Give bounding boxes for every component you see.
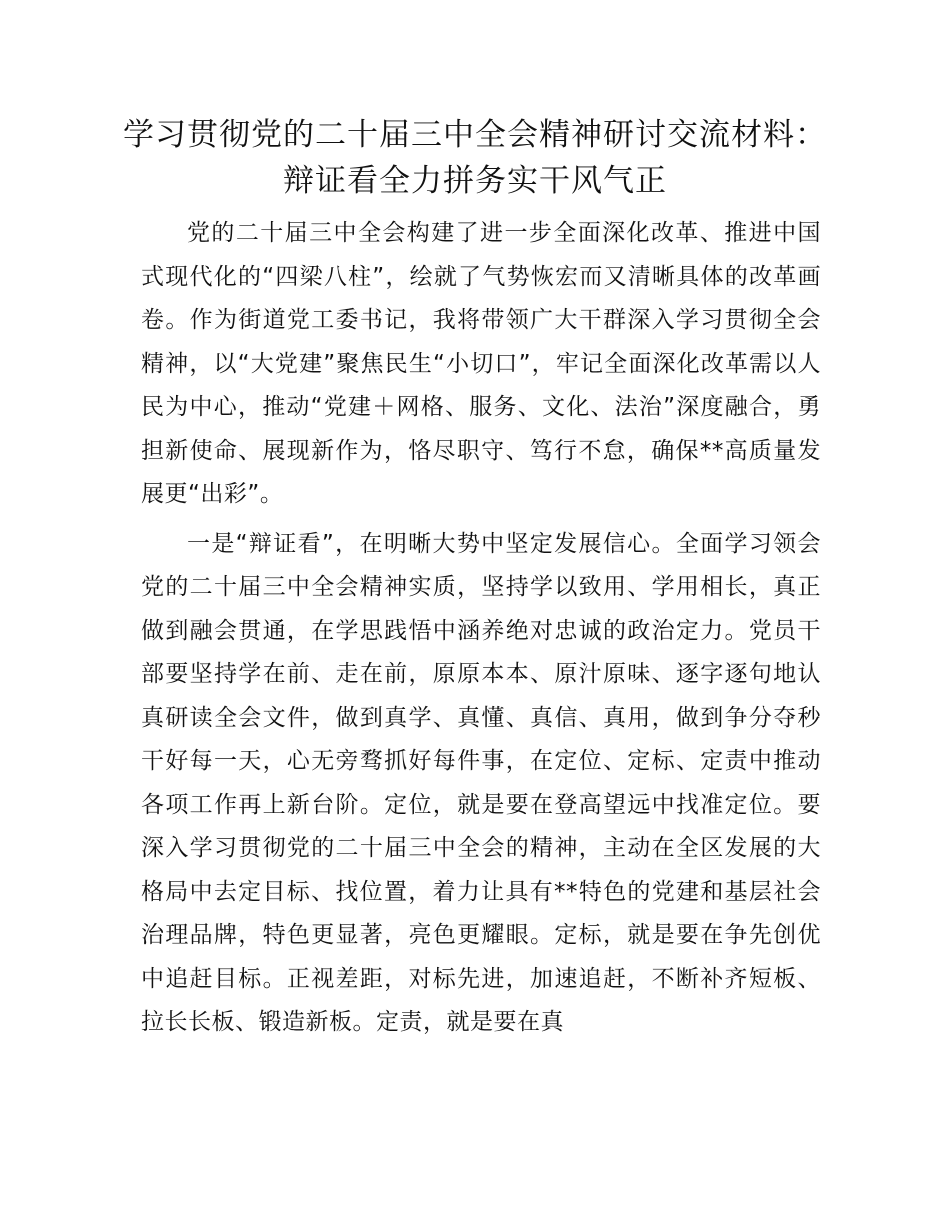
paragraph-intro: 党的二十届三中全会构建了进一步全面深化改革、推进中国式现代化的“四梁八柱”，绘就了气势恢宏而又清晰具体的改革画卷。作为街道党工委书记，我将带领广大干群深入学习贯彻全会精神，以“大党建”聚焦民生“小切口”，牢记全面深化改革需以人民为中心，推动“党建＋网格、服务、文化、法治”深度融合，勇担新使命、展现新作为，恪尽职守、笃行不怠，确保**高质量发展更“出彩”。: [141, 220, 821, 507]
document-title: 学习贯彻党的二十届三中全会精神研讨交流材料：辩证看全力拼务实干风气正: [123, 117, 827, 199]
document-body: [141, 212, 821, 1051]
paragraph-section-one: 一是“辩证看”，在明晰大势中坚定发展信心。全面学习领会党的二十届三中全会精神实质，坚持学以致用、学用相长，真正做到融会贯通，在学思践悟中涵养绝对忠诚的政治定力。党员干部要坚持学在前、走在前，原原本本、原汁原味、逐字逐句地认真研读全会文件，做到真学、真懂、真信、真用，做到争分夺秒干好每一天，心无旁骛抓好每件事，在定位、定标、定责中推动各项工作再上新台阶。定位，就是要在登高望远中找准定位。要深入学习贯彻党的二十届三中全会的精神，主动在全区发展的大格局中去定目标、找位置，着力让具有**特色的党建和基层社会治理品牌，特色更显著，亮色更耀眼。定标，就是要在争先创优中追赶目标。正视差距，对标先进，加速追赶，不断补齐短板、拉长长板、锻造新板。定责，就是要在真: [141, 530, 821, 1035]
